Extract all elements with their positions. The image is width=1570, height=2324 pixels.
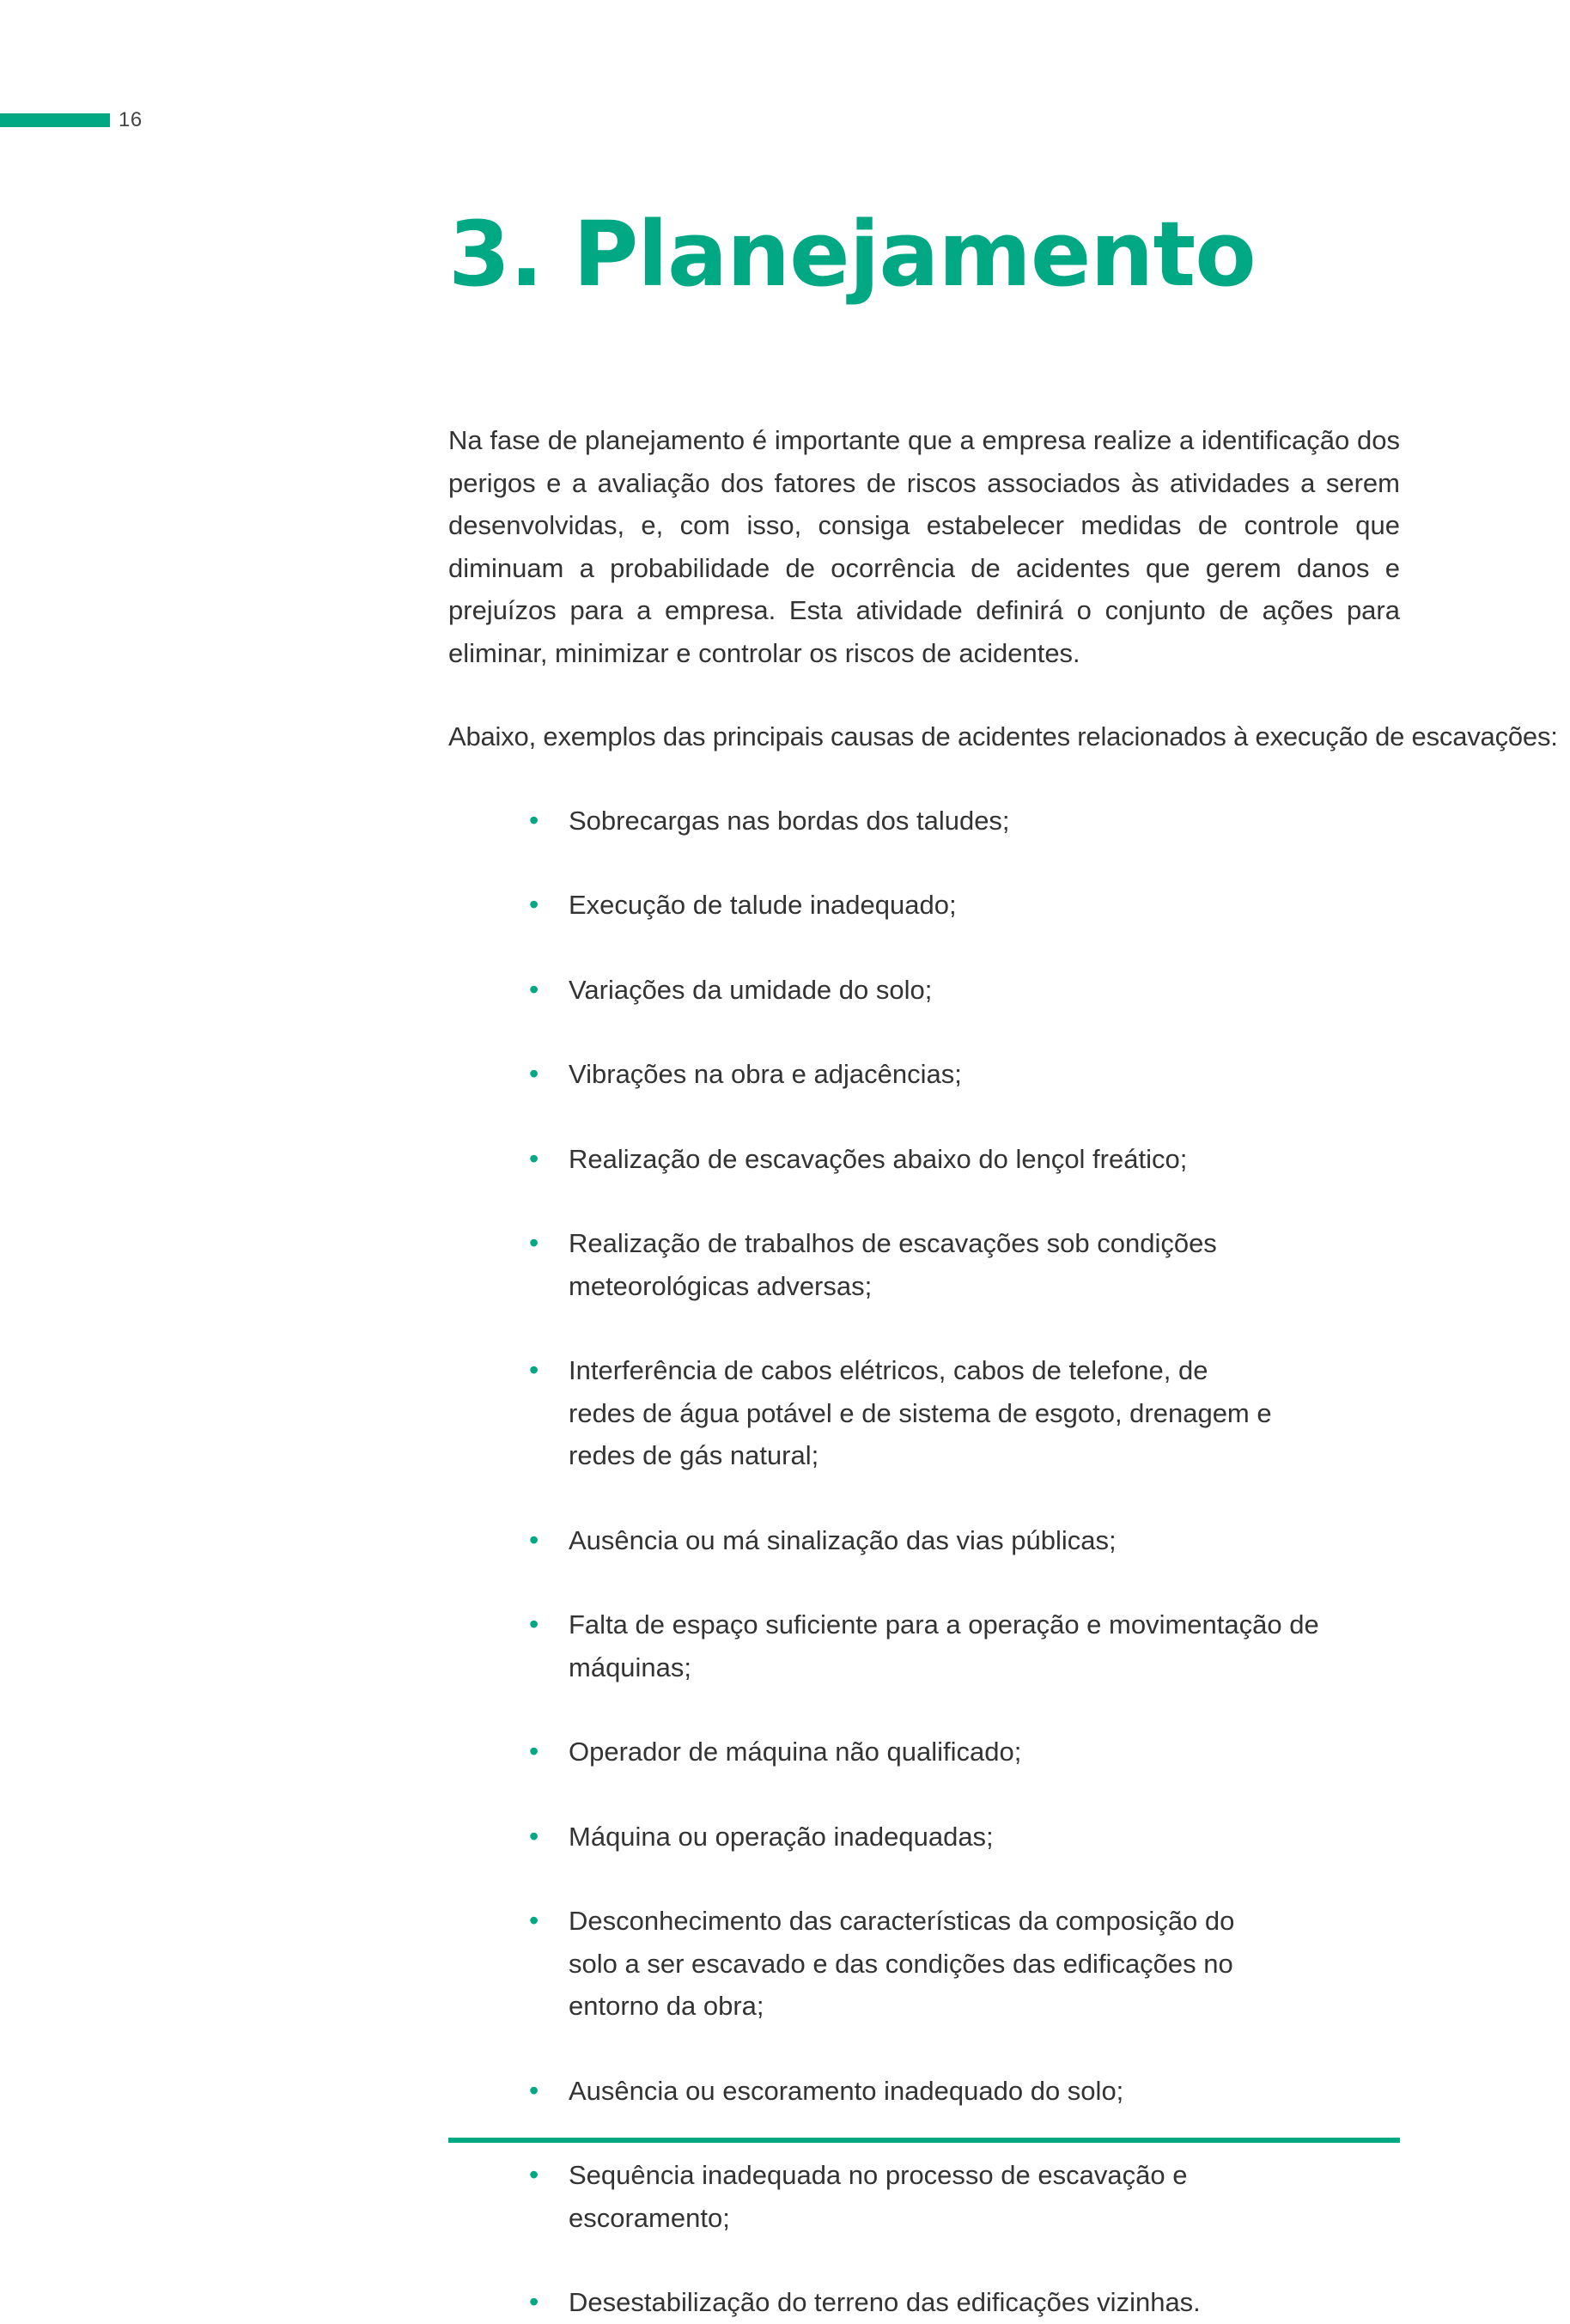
bullet-icon: • [529, 1354, 539, 1385]
main-content [448, 419, 1558, 2324]
bullet-icon: • [529, 2159, 539, 2190]
intro-paragraph: Na fase de planejamento é importante que a empresa realize a identificação dos perigos e a avaliação dos fatores de riscos associados às atividades a serem desenvolvidas, e, com isso, consiga estabelecer medidas de controle que diminuam a probabilidade de ocorrência de acidentes que gerem danos e prejuízos para a empresa. Esta atividade definirá o conjunto de ações para eliminar, minimizar e controlar os riscos de acidentes. [448, 425, 1400, 668]
list-item [448, 1900, 1273, 2028]
list-item [448, 800, 1273, 843]
list-item [448, 1519, 1273, 1562]
list-item [448, 1053, 1273, 1096]
list-item-text: Ausência ou má sinalização das vias públicas; [569, 1524, 1117, 1555]
list-item [448, 1349, 1273, 1477]
list-item-text: Realização de escavações abaixo do lençol freático; [569, 1143, 1188, 1174]
list-item [448, 2281, 1273, 2324]
list-item [448, 2154, 1273, 2239]
list-item-text: Sobrecargas nas bordas dos taludes; [569, 805, 1010, 836]
list-introduction: Abaixo, exemplos das principais causas de acidentes relacionados à execução de escavações: [448, 721, 1558, 751]
list-item-text: Falta de espaço suficiente para a operação e movimentação de máquinas; [569, 1609, 1319, 1682]
list-item-text: Realização de trabalhos de escavações sob condições meteorológicas adversas; [569, 1228, 1217, 1301]
list-item-text: Execução de talude inadequado; [569, 890, 957, 920]
list-item [448, 2070, 1273, 2113]
page-number: 16 [119, 108, 143, 131]
bullet-icon: • [529, 2286, 539, 2317]
bullet-icon: • [529, 1609, 539, 1640]
list-item [448, 1603, 1393, 1688]
list-item [448, 884, 1273, 927]
bullet-icon: • [529, 2074, 539, 2106]
bullet-icon: • [529, 1820, 539, 1852]
bullet-icon: • [529, 1524, 539, 1555]
list-item-text: Sequência inadequada no processo de escavação e escoramento; [569, 2160, 1188, 2233]
bottom-divider [448, 2138, 1400, 2143]
bullet-icon: • [529, 1058, 539, 1089]
list-item-text: Interferência de cabos elétricos, cabos de telefone, de redes de água potável e de sistema de esgoto, drenagem e redes de gás natural; [569, 1355, 1272, 1470]
bullet-icon: • [529, 1227, 539, 1258]
list-item [448, 969, 1273, 1012]
bullet-icon: • [529, 804, 539, 836]
bullet-icon: • [529, 1142, 539, 1174]
page-number-marker [0, 113, 110, 127]
bullet-icon: • [529, 1736, 539, 1767]
list-item [448, 1731, 1273, 1773]
list-item-text: Variações da umidade do solo; [569, 974, 933, 1005]
list-item-text: Operador de máquina não qualificado; [569, 1737, 1022, 1767]
list-item-text: Ausência ou escoramento inadequado do solo; [569, 2075, 1124, 2106]
page-title: 3. Planejamento [448, 202, 1256, 307]
list-item [448, 1222, 1393, 1307]
list-item-text: Máquina ou operação inadequadas; [569, 1821, 994, 1852]
list-item-text: Desconhecimento das características da composição do solo a ser escavado e das condições das edificações no entorno da obra; [569, 1906, 1235, 2021]
list-item [448, 1138, 1273, 1181]
bullet-icon: • [529, 889, 539, 920]
list-item-text: Desestabilização do terreno das edificações vizinhas. [569, 2287, 1201, 2317]
list-item-text: Vibrações na obra e adjacências; [569, 1059, 962, 1089]
accident-causes-list [448, 800, 1400, 2324]
list-item [448, 1816, 1273, 1859]
bullet-icon: • [529, 1905, 539, 1936]
bullet-icon: • [529, 973, 539, 1005]
